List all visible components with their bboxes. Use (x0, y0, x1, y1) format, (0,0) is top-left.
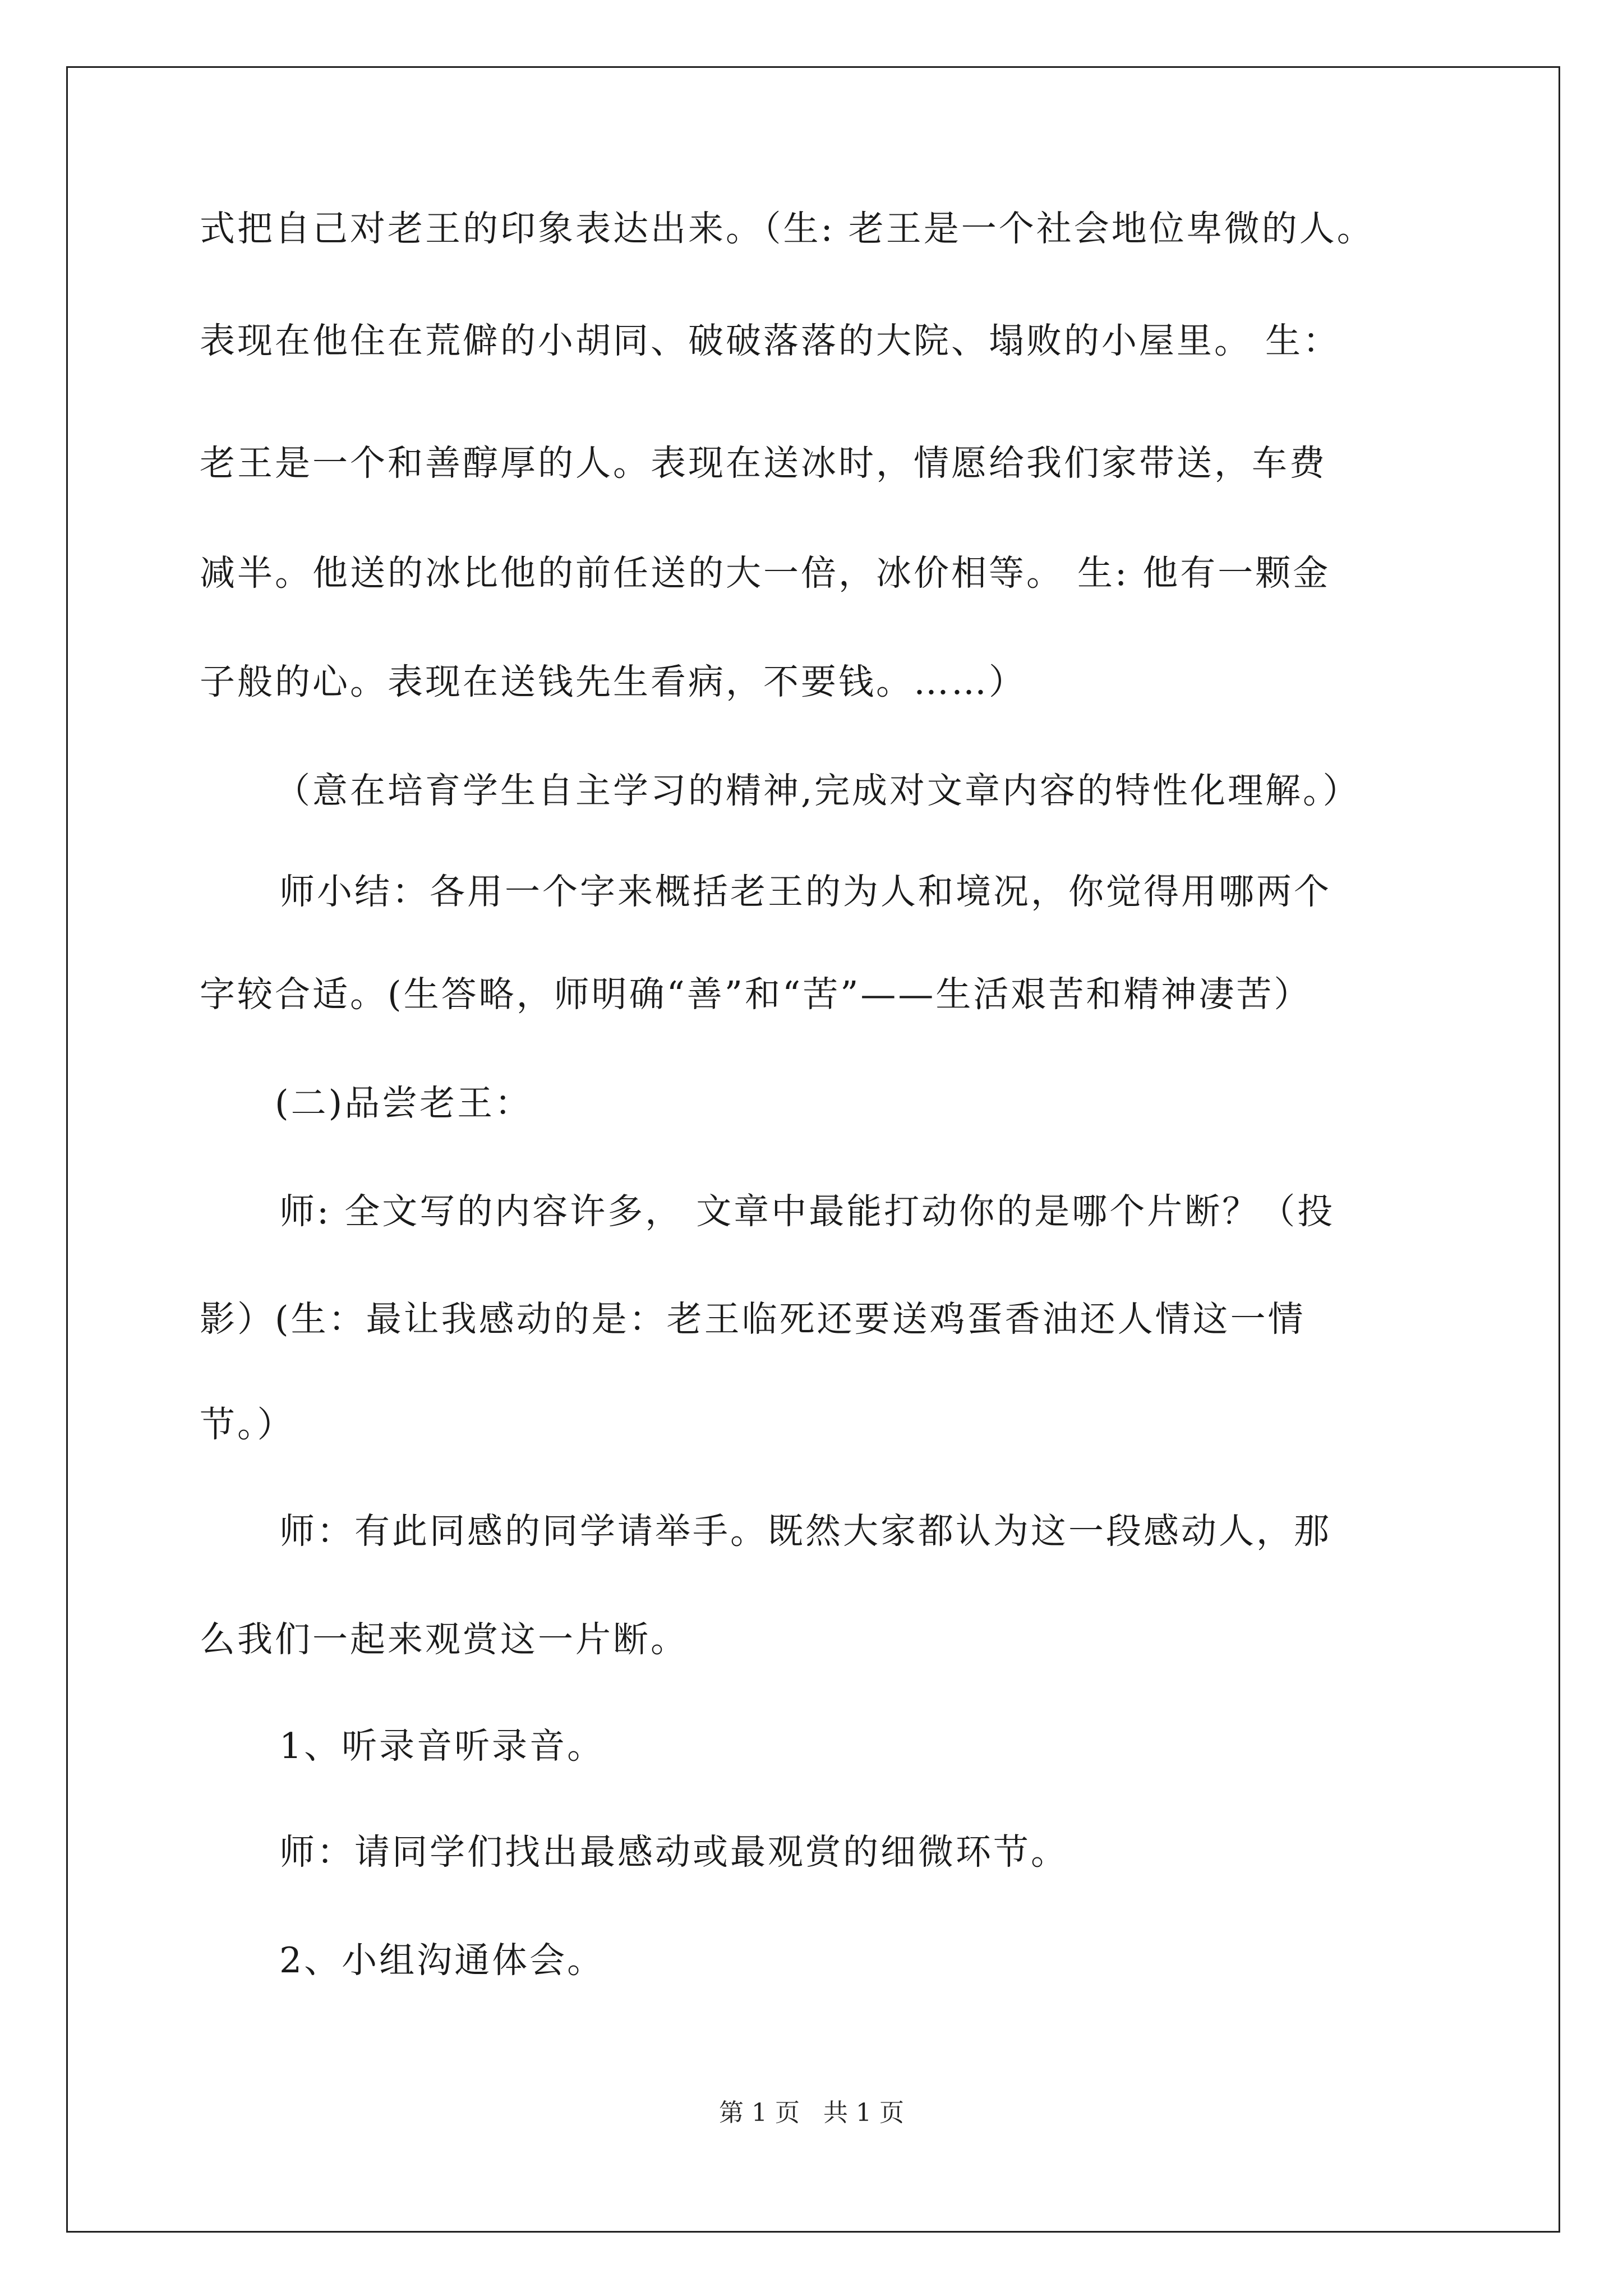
text-line: 式把自己对老王的印象表达出来。（生: 老王是一个社会地位卑微的人。 (200, 208, 1375, 249)
text-line: 子般的心。表现在送钱先生看病，不要钱。……） (200, 661, 1026, 702)
text-line: 师：请同学们找出最感动或最观赏的细微环节。 (279, 1832, 1068, 1872)
page-border (66, 66, 1560, 2233)
text-line: 师: 全文写的内容许多， 文章中最能打动你的是哪个片断？（投 (279, 1191, 1335, 1232)
text-line: 师小结：各用一个字来概括老王的为人和境况，你觉得用哪两个 (279, 871, 1331, 912)
text-line: 影）(生：最让我感动的是：老王临死还要送鸡蛋香油还人情这一情 (200, 1299, 1306, 1340)
text-line: 节。） (200, 1404, 295, 1445)
text-line: 表现在他住在荒僻的小胡同、破破落落的大院、塌败的小屋里。 生： (200, 320, 1341, 361)
text-line: 字较合适。(生答略，师明确“善”和“苦”——生活艰苦和精神凄苦） (200, 974, 1312, 1015)
text-line: （意在培育学生自主学习的精神,完成对文章内容的特性化理解。） (275, 770, 1361, 811)
text-line: 1、听录音听录音。 (279, 1726, 605, 1766)
text-line: (二)品尝老王： (275, 1083, 533, 1124)
text-line: 2、小组沟通体会。 (279, 1940, 605, 1981)
text-line: 老王是一个和善醇厚的人。表现在送冰时，情愿给我们家带送，车费 (200, 443, 1327, 484)
text-line: 么我们一起来观赏这一片断。 (200, 1619, 688, 1660)
text-line: 师：有此同感的同学请举手。既然大家都认为这一段感动人，那 (279, 1511, 1331, 1552)
text-line: 减半。他送的冰比他的前任送的大一倍，冰价相等。 生: 他有一颗金 (200, 553, 1331, 593)
page-footer: 第 1 页 共 1 页 (719, 2099, 904, 2127)
